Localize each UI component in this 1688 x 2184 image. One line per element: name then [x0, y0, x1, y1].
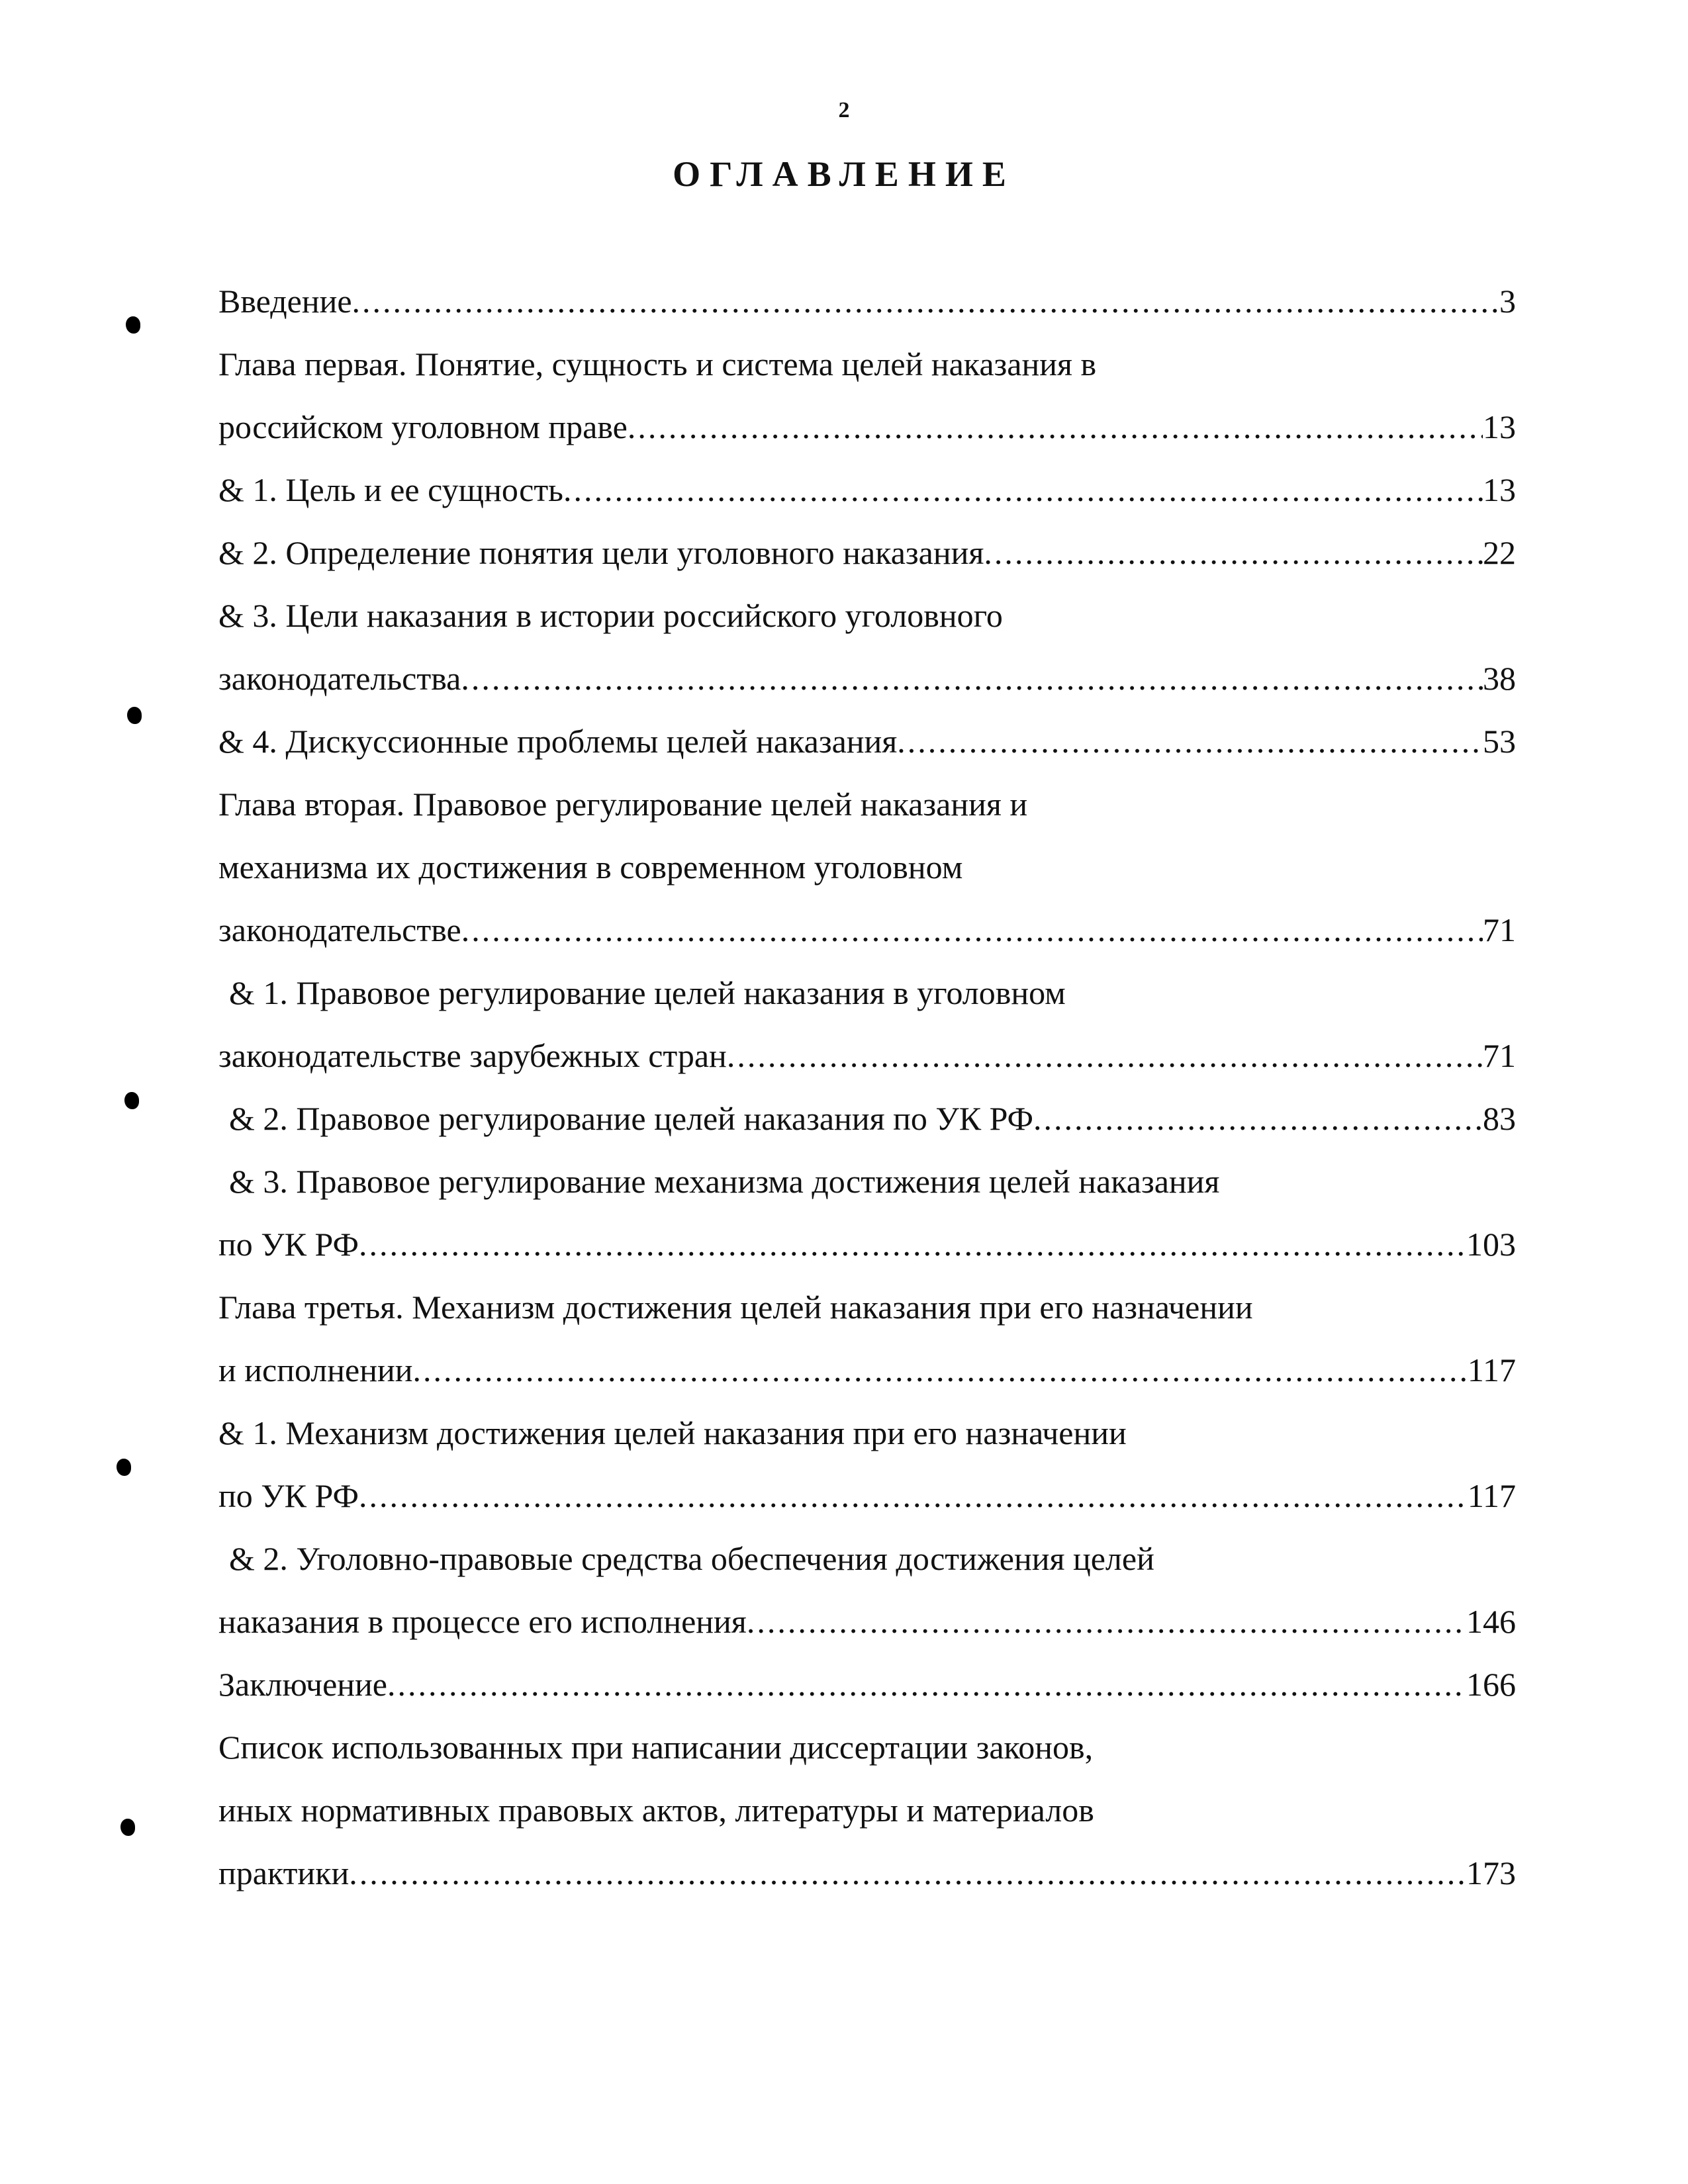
toc-page-number: 146: [1466, 1603, 1516, 1640]
toc-entry-chapter-3[interactable]: [218, 1339, 1516, 1402]
toc-page-number: 38: [1483, 660, 1516, 697]
toc-entry-title: российском уголовном праве: [218, 408, 628, 445]
toc-entry-chapter-1-section-3-line-1[interactable]: & 3. Цели наказания в истории российского уголовного: [218, 597, 1003, 634]
toc-entry-references-line-1[interactable]: Список использованных при написании диссертации законов,: [218, 1729, 1094, 1766]
toc-page-number: 103: [1466, 1226, 1516, 1263]
binder-mark: [127, 707, 142, 724]
toc-entry-title: по УК РФ: [218, 1226, 359, 1263]
toc-page-number: 13: [1483, 408, 1516, 445]
toc-entry-chapter-2-section-2[interactable]: [218, 1087, 1516, 1150]
dot-leader: [727, 1024, 1483, 1087]
toc-entry-chapter-2-line-1[interactable]: Глава вторая. Правовое регулирование целей наказания и: [218, 786, 1028, 823]
dot-leader: [461, 899, 1483, 962]
dot-leader: [359, 1213, 1466, 1276]
dot-leader: [747, 1590, 1466, 1653]
toc-entry-title: & 1. Цель и ее сущность: [218, 471, 563, 508]
toc-title: ОГЛАВЛЕНИЕ: [673, 154, 1015, 194]
toc-entry-chapter-1-section-2[interactable]: [218, 522, 1516, 584]
dot-leader: [563, 459, 1483, 522]
toc-entry-title: по УК РФ: [218, 1477, 359, 1514]
toc-entry-chapter-1-line-1[interactable]: Глава первая. Понятие, сущность и система целей наказания в: [218, 345, 1097, 383]
toc-page-number: 71: [1483, 1037, 1516, 1074]
toc-entry-chapter-1-section-3[interactable]: [218, 647, 1516, 710]
toc-entry-references[interactable]: [218, 1842, 1516, 1905]
toc-page-number: 117: [1467, 1477, 1516, 1514]
toc-entry-chapter-2-section-1[interactable]: [218, 1024, 1516, 1087]
toc-entry-chapter-2-section-3-line-1[interactable]: & 3. Правовое регулирование механизма достижения целей наказания: [229, 1163, 1220, 1200]
binder-mark: [124, 1092, 139, 1109]
toc-page-number: 83: [1483, 1100, 1516, 1137]
toc-page-number: 22: [1483, 534, 1516, 571]
toc-entry-title: & 2. Правовое регулирование целей наказания по УК РФ: [229, 1100, 1034, 1137]
toc-entry-title: практики: [218, 1854, 350, 1891]
dot-leader: [352, 270, 1499, 333]
binder-mark: [117, 1459, 131, 1476]
dot-leader: [359, 1465, 1468, 1527]
toc-page-number: 3: [1499, 283, 1516, 320]
toc-entry-title: и исполнении: [218, 1351, 413, 1388]
binder-mark: [126, 316, 140, 334]
dot-leader: [461, 647, 1483, 710]
toc-entry-chapter-3-section-2[interactable]: [218, 1590, 1516, 1653]
dot-leader: [387, 1653, 1466, 1716]
dot-leader: [412, 1339, 1467, 1402]
toc-entry-chapter-2[interactable]: [218, 899, 1516, 962]
toc-entry-title: законодательстве зарубежных стран: [218, 1037, 727, 1074]
toc-entry-chapter-2-line-2[interactable]: механизма их достижения в современном уголовном: [218, 848, 963, 886]
toc-entry-title: законодательстве: [218, 911, 461, 948]
binder-mark: [120, 1819, 135, 1836]
toc-entry-conclusion[interactable]: [218, 1653, 1516, 1716]
toc-entry-chapter-2-section-1-line-1[interactable]: & 1. Правовое регулирование целей наказания в уголовном: [229, 974, 1066, 1011]
toc-entry-title: Заключение: [218, 1666, 387, 1703]
toc-page-number: 13: [1483, 471, 1516, 508]
dot-leader: [897, 710, 1483, 773]
toc-entry-title: Введение: [218, 283, 352, 320]
toc-entry-chapter-2-section-3[interactable]: [218, 1213, 1516, 1276]
dot-leader: [1033, 1087, 1483, 1150]
dot-leader: [349, 1842, 1466, 1905]
page-number: 2: [838, 98, 850, 122]
dot-leader: [984, 522, 1483, 584]
toc-entry-chapter-1-section-4[interactable]: [218, 710, 1516, 773]
toc-entry-chapter-3-section-1[interactable]: [218, 1465, 1516, 1527]
toc-entry-chapter-3-section-1-line-1[interactable]: & 1. Механизм достижения целей наказания при его назначении: [218, 1414, 1127, 1451]
toc-entry-chapter-1[interactable]: [218, 396, 1516, 459]
toc-page-number: 166: [1466, 1666, 1516, 1703]
toc-entry-chapter-1-section-1[interactable]: [218, 459, 1516, 522]
toc-entry-chapter-3-line-1[interactable]: Глава третья. Механизм достижения целей наказания при его назначении: [218, 1289, 1253, 1326]
toc-entry-title: наказания в процессе его исполнения: [218, 1603, 747, 1640]
toc-entry-title: законодательства: [218, 660, 461, 697]
dot-leader: [628, 396, 1483, 459]
toc-entry-title: & 2. Определение понятия цели уголовного наказания: [218, 534, 984, 571]
toc-page-number: 53: [1483, 723, 1516, 760]
table-of-contents: [218, 270, 1516, 1905]
toc-page-number: 71: [1483, 911, 1516, 948]
toc-page-number: 117: [1467, 1351, 1516, 1388]
toc-page-number: 173: [1466, 1854, 1516, 1891]
toc-entry-chapter-3-section-2-line-1[interactable]: & 2. Уголовно-правовые средства обеспечения достижения целей: [229, 1540, 1154, 1577]
toc-entry-intro[interactable]: [218, 270, 1516, 333]
toc-entry-title: & 4. Дискуссионные проблемы целей наказания: [218, 723, 898, 760]
toc-entry-references-line-2[interactable]: иных нормативных правовых актов, литературы и материалов: [218, 1792, 1094, 1829]
